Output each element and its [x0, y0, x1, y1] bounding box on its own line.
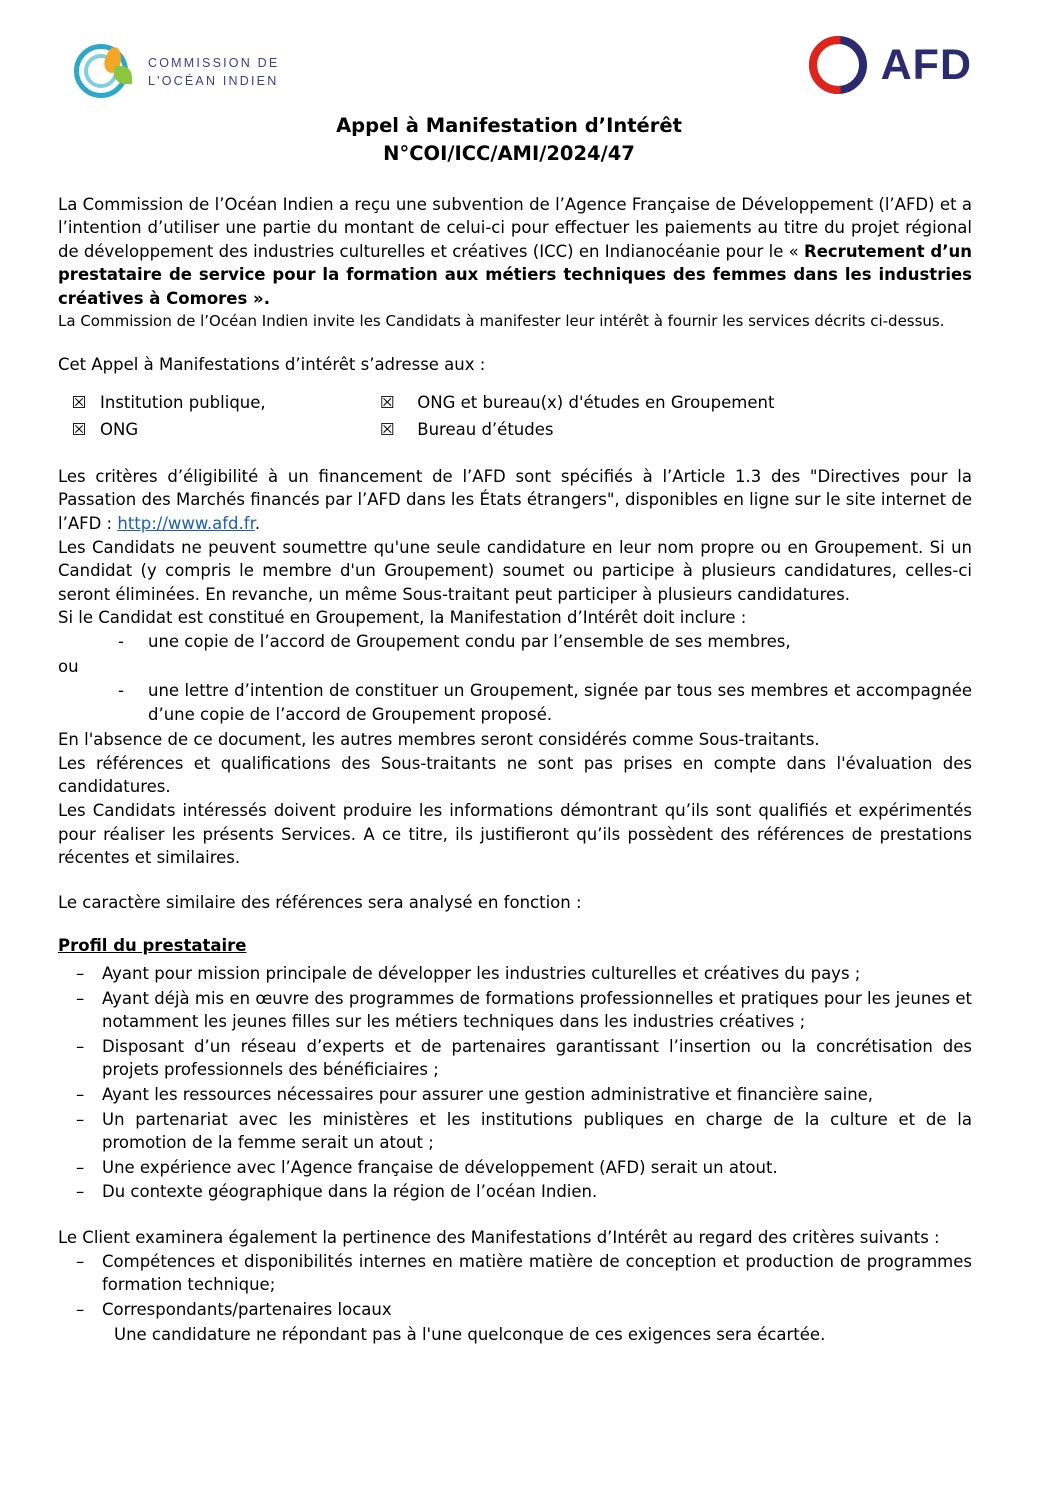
eligibility-paragraph-7: Le caractère similaire des références sera analysé en fonction :: [58, 892, 582, 912]
list-item: – Ayant les ressources nécessaires pour assurer une gestion administrative et financière saine,: [76, 1083, 972, 1107]
table-row: [58, 416, 972, 444]
table-row: [58, 389, 972, 417]
ou-connector: ou: [58, 657, 79, 677]
document-header: [0, 0, 1058, 110]
eligibility-paragraph-1: [58, 465, 972, 536]
afd-circle-icon: [809, 36, 867, 94]
eligibility-paragraph-3: Si le Candidat est constitué en Groupement, la Manifestation d’Intérêt doit inclure :: [58, 608, 747, 628]
list-item: - une copie de l’accord de Groupement condu par l’ensemble de ses membres,: [118, 630, 972, 654]
groupement-bullet-list-2: [58, 679, 972, 726]
list-item: – Ayant pour mission principale de développer les industries culturelles et créatives du pays ;: [76, 962, 972, 986]
coi-emblem-icon: [72, 42, 138, 102]
intro-text-part1: La Commission de l’Océan Indien a reçu une subvention de l’Agence Française de Développement (l’AFD) et a l’intention d’utiliser une partie du montant de celui-ci pour effectuer les paiements au titre du projet régional de développement des industries culturelles et créatives (ICC) en Indianocéanie pour le «: [58, 194, 972, 261]
list-item: – Du contexte géographique dans la région de l’océan Indien.: [76, 1180, 972, 1204]
checkbox-ong-bureau-groupement[interactable]: ☒: [379, 392, 395, 412]
afd-website-link[interactable]: http://www.afd.fr: [117, 513, 255, 533]
audience-label-0-left: Institution publique,: [100, 392, 266, 412]
checkbox-ong[interactable]: ☒: [71, 420, 87, 440]
list-item: – Correspondants/partenaires locaux: [76, 1298, 972, 1322]
list-item: – Une expérience avec l’Agence française de développement (AFD) serait un atout.: [76, 1156, 972, 1180]
audience-label-1-right: Bureau d’études: [417, 420, 554, 440]
title-line-2: N°COI/ICC/AMI/2024/47: [383, 142, 635, 166]
eligibility-paragraph-6: Les Candidats intéressés doivent produire les informations démontrant qu’ils sont qualifiés et expérimentés pour réaliser les présents Services. A ce titre, ils justifieront qu’ils possèdent des références de prestations récentes et similaires.: [58, 801, 972, 868]
audience-label-0-right: ONG et bureau(x) d'études en Groupement: [417, 392, 775, 412]
checkbox-bureau-etudes[interactable]: ☒: [379, 420, 395, 440]
checkbox-institution-publique[interactable]: ☒: [71, 392, 87, 412]
document-body: [0, 193, 1058, 1347]
afd-logo: [809, 36, 972, 94]
intro-text-bold: Recrutement d’un prestataire de service pour la formation aux métiers techniques des femmes dans les industries créatives à Comores ».: [58, 241, 972, 308]
criteria-list: [58, 1250, 972, 1322]
criteria-lead: Le Client examinera également la pertinence des Manifestations d’Intérêt au regard des critères suivants :: [58, 1227, 940, 1247]
coi-logo: [72, 42, 279, 102]
audience-lead: Cet Appel à Manifestations d’intérêt s’adresse aux :: [58, 354, 486, 374]
list-item: - une lettre d’intention de constituer un Groupement, signée par tous ses membres et accompagnée d’une copie de l’accord de Groupement proposé.: [118, 679, 972, 726]
coi-logo-line2: L'OCÉAN INDIEN: [148, 74, 279, 88]
list-item: – Compétences et disponibilités internes en matière matière de conception et production de programmes formation technique;: [76, 1250, 972, 1297]
eligibility-paragraph-5: Les références et qualifications des Sous-traitants ne sont pas prises en compte dans l'évaluation des candidatures.: [58, 753, 972, 797]
profil-list: [58, 962, 972, 1204]
page-title: [0, 112, 1058, 169]
intro-invite: La Commission de l’Océan Indien invite les Candidats à manifester leur intérêt à fournir les services décrits ci-dessus.: [58, 311, 945, 330]
coi-logo-text: [148, 54, 279, 90]
eligibility-paragraph-2: Les Candidats ne peuvent soumettre qu'une seule candidature en leur nom propre ou en Groupement. Si un Candidat (y compris le membre d'un Groupement) soumet ou participe à plusieurs candidatures, celles-ci seront éliminées. En revanche, un même Sous-traitant peut participer à plusieurs candidatures.: [58, 537, 972, 604]
audience-checkbox-table: [58, 389, 972, 444]
list-item: – Ayant déjà mis en œuvre des programmes de formations professionnelles et pratiques pour les jeunes et notamment les jeunes filles sur les métiers techniques dans les industries créatives ;: [76, 987, 972, 1034]
audience-label-1-left: ONG: [100, 420, 139, 440]
groupement-bullet-list-1: [58, 630, 972, 654]
eligibility-paragraph-4: En l'absence de ce document, les autres membres seront considérés comme Sous-traitants.: [58, 730, 820, 750]
eligibility-text-before-link: Les critères d’éligibilité à un financement de l’AFD sont spécifiés à l’Article 1.3 des "Directives pour la Passation des Marchés financés par l’AFD dans les États étrangers", disponibles en ligne sur le site internet de l’AFD :: [58, 466, 972, 533]
title-line-1: Appel à Manifestation d’Intérêt: [336, 114, 682, 137]
eligibility-text-after-link: .: [254, 513, 261, 533]
coi-logo-line1: COMMISSION DE: [148, 55, 280, 70]
list-item: – Disposant d’un réseau d’experts et de partenaires garantissant l’insertion ou la concrétisation des projets professionnels des bénéficiaires ;: [76, 1035, 972, 1082]
list-item: – Un partenariat avec les ministères et les institutions publiques en charge de la culture et de la promotion de la femme serait un atout ;: [76, 1108, 972, 1155]
intro-paragraph: [58, 193, 972, 311]
criteria-note: Une candidature ne répondant pas à l'une quelconque de ces exigences sera écartée.: [114, 1325, 826, 1345]
afd-logo-text: AFD: [880, 40, 972, 89]
section-heading-profil: Profil du prestataire: [58, 936, 247, 956]
